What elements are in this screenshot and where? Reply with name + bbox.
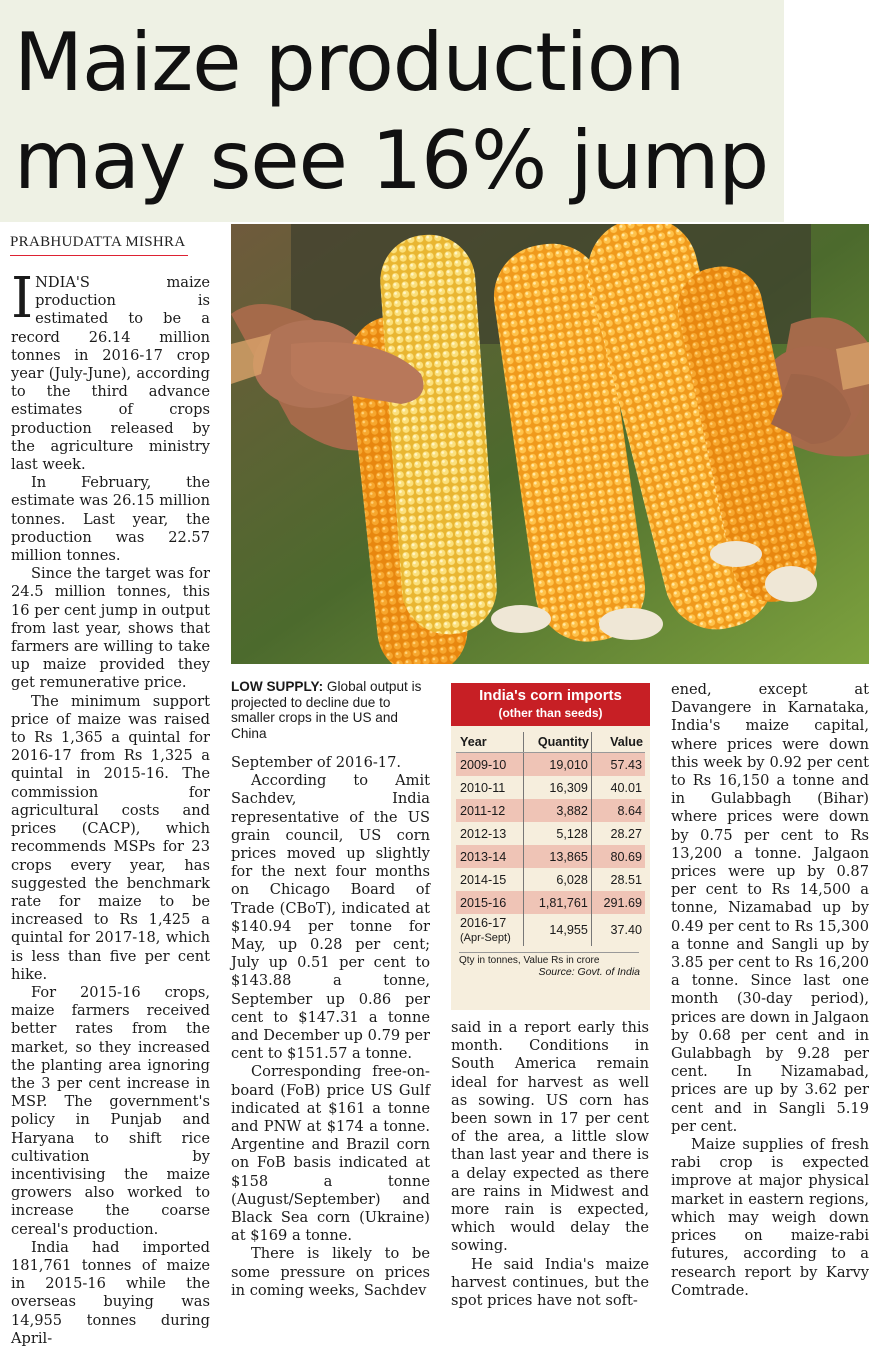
- table-row: [456, 868, 645, 891]
- article-paragraph: For 2015-16 crops, maize farmers received better rates from the market, so they increased the planting area ignoring the 3 per cent increase in MSP. The government's policy in Punjab and Haryana to shift rice cultivation by incentivising the maize growers also worked to increase the coarse cereal's production.: [11, 983, 210, 1238]
- article-paragraph: [11, 266, 210, 474]
- table-row: [456, 914, 645, 946]
- table-row: [456, 776, 645, 799]
- cell-quantity: 13,865: [524, 845, 592, 868]
- cell-year: 2014-15: [456, 868, 524, 891]
- article-paragraph: The minimum support price of maize was raised to Rs 1,365 a quintal for 2016-17 from Rs 1,325 a quintal in 2015-16. The commission for agricultural costs and prices (CACP), which recommends MSPs for 23 crops every year, has suggested the benchmark rate for maize to be increased to Rs 1,425 a quintal for 2017-18, which is less than five per cent hike.: [11, 692, 210, 983]
- cell-quantity: 1,81,761: [524, 891, 592, 914]
- cell-year: 2011-12: [456, 799, 524, 822]
- cell-year: [456, 914, 524, 946]
- cell-quantity: 16,309: [524, 776, 592, 799]
- photo-caption: [231, 679, 436, 741]
- byline: PRABHUDATTA MISHRA: [10, 234, 188, 256]
- article-column-1: [11, 266, 210, 1348]
- article-paragraph: In February, the estimate was 26.15 million tonnes. Last year, the production was 22.57 million tonnes.: [11, 474, 210, 565]
- drop-cap: I: [11, 266, 34, 331]
- maize-illustration: [231, 224, 869, 664]
- article-paragraph: India had imported 181,761 tonnes of maize in 2015-16 while the overseas buying was 14,955 tonnes during April-: [11, 1238, 210, 1347]
- article-column-3: [451, 1019, 649, 1310]
- table-note: Qty in tonnes, Value Rs in crore: [459, 952, 639, 966]
- article-paragraph: ened, except at Davangere in Karnataka, India's maize capital, where prices were down this week by 0.92 per cent to Rs 16,150 a tonne and in Gulabbagh (Bihar) where prices were down by 0.75 per cent to Rs 13,200 a tonne. Jalgaon prices were up by 0.87 per cent to Rs 14,500 a tonne, Nizamabad up by 0.49 per cent to Rs 15,300 a tonne and Sangli up by 3.85 per cent to Rs 16,200 a tonne. Since last one month (30-day period), prices are down in Jalgaon by 0.68 per cent and in Gulabbagh by 9.28 per cent. In Nizamabad, prices are up by 3.62 per cent and in Sangli 5.19 per cent.: [671, 681, 869, 1135]
- article-paragraph: There is likely to be some pressure on prices in coming weeks, Sachdev: [231, 1245, 430, 1299]
- cell-year: 2013-14: [456, 845, 524, 868]
- table-row: [456, 845, 645, 868]
- table-row: [456, 822, 645, 845]
- cell-value: 40.01: [610, 780, 642, 795]
- article-paragraph: Since the target was for 24.5 million tonnes, this 16 per cent jump in output from last year, shows that farmers are willing to take up maize provided they get remunerative price.: [11, 565, 210, 692]
- table-title: India's corn imports: [479, 687, 622, 704]
- paragraph-text: NDIA'S maize production is estimated to be a record 26.14 million tonnes in 2016-17 crop year (July-June), according to the third advance estimates of crops production released by the agriculture ministry last week.: [11, 274, 210, 474]
- article-column-4: [671, 681, 869, 1300]
- cell-value: 57.43: [591, 753, 645, 777]
- cell-year-text: 2016-17: [460, 916, 507, 930]
- cell-value: 80.69: [591, 845, 645, 868]
- cell-year-sub: (Apr-Sept): [460, 932, 511, 944]
- article-paragraph: He said India's maize harvest continues, but the spot prices have not soft-: [451, 1255, 649, 1310]
- cell-value: 28.51: [610, 872, 642, 887]
- maize-cobs-photo: [231, 224, 869, 664]
- cell-quantity: 6,028: [524, 868, 592, 891]
- cell-year: 2015-16: [456, 891, 524, 914]
- article-paragraph: September of 2016-17.: [231, 754, 402, 771]
- cell-year: 2009-10: [456, 753, 524, 777]
- article-paragraph: Corresponding free-on-board (FoB) price US Gulf indicated at $161 a tonne and PNW at $174 a tonne. Argentine and Brazil corn on FoB basis indicated at $158 a tonne (August/September) and Black Sea corn (Ukraine) at $169 a tonne.: [231, 1063, 430, 1245]
- article-paragraph: said in a report early this month. Conditions in South America remain ideal for harvest as well as sowing. US corn has been sown in 17 per cent of the area, a little slow than last year and there is a delay expected as there are rains in Midwest and more rain is expected, which would delay the sowing.: [451, 1019, 649, 1255]
- table-row: [456, 753, 645, 777]
- article-column-2: [231, 754, 430, 1300]
- cell-year: 2012-13: [456, 822, 524, 845]
- column-header-value: Value: [591, 732, 645, 753]
- cell-quantity: 3,882: [524, 799, 592, 822]
- cell-year: 2010-11: [456, 776, 524, 799]
- cell-quantity: 14,955: [524, 914, 592, 946]
- cell-quantity: 5,128: [524, 822, 592, 845]
- cell-value: 291.69: [591, 891, 645, 914]
- corn-imports-table-box: [451, 683, 650, 1010]
- column-header-quantity: Quantity: [524, 732, 592, 753]
- column-header-year: Year: [456, 732, 524, 753]
- table-row: [456, 891, 645, 914]
- table-subtitle: (other than seeds): [498, 706, 603, 720]
- caption-text: Global output is projected to decline due to smaller crops in the US and China: [231, 679, 422, 741]
- cell-quantity: 19,010: [524, 753, 592, 777]
- table-source: Source: Govt. of India: [538, 966, 640, 978]
- headline: Maize production may see 16% jump: [14, 16, 769, 207]
- article-paragraph: Maize supplies of fresh rabi crop is expected improve at major physical market in eastern regions, which may weigh down prices on maize-rabi futures, according to a research report by Karvy Comtrade.: [671, 1136, 869, 1299]
- table-header: [451, 683, 650, 726]
- table-row: [456, 799, 645, 822]
- cell-value: 37.40: [610, 923, 642, 937]
- caption-label: LOW SUPPLY:: [231, 679, 324, 694]
- cell-value: 8.64: [591, 799, 645, 822]
- table-header-row: [456, 732, 645, 753]
- cell-value: 28.27: [610, 826, 642, 841]
- corn-imports-table: [456, 732, 645, 946]
- article-paragraph: According to Amit Sachdev, India representative of the US grain council, US corn prices moved up slightly for the next four months on Chicago Board of Trade (CBoT), indicated at $140.94 per tonne for May, up 0.28 per cent; July up 0.51 per cent to $143.88 a tonne, September up 0.86 per cent to $147.31 a tonne and December up 0.79 per cent to $151.57 a tonne.: [231, 772, 430, 1063]
